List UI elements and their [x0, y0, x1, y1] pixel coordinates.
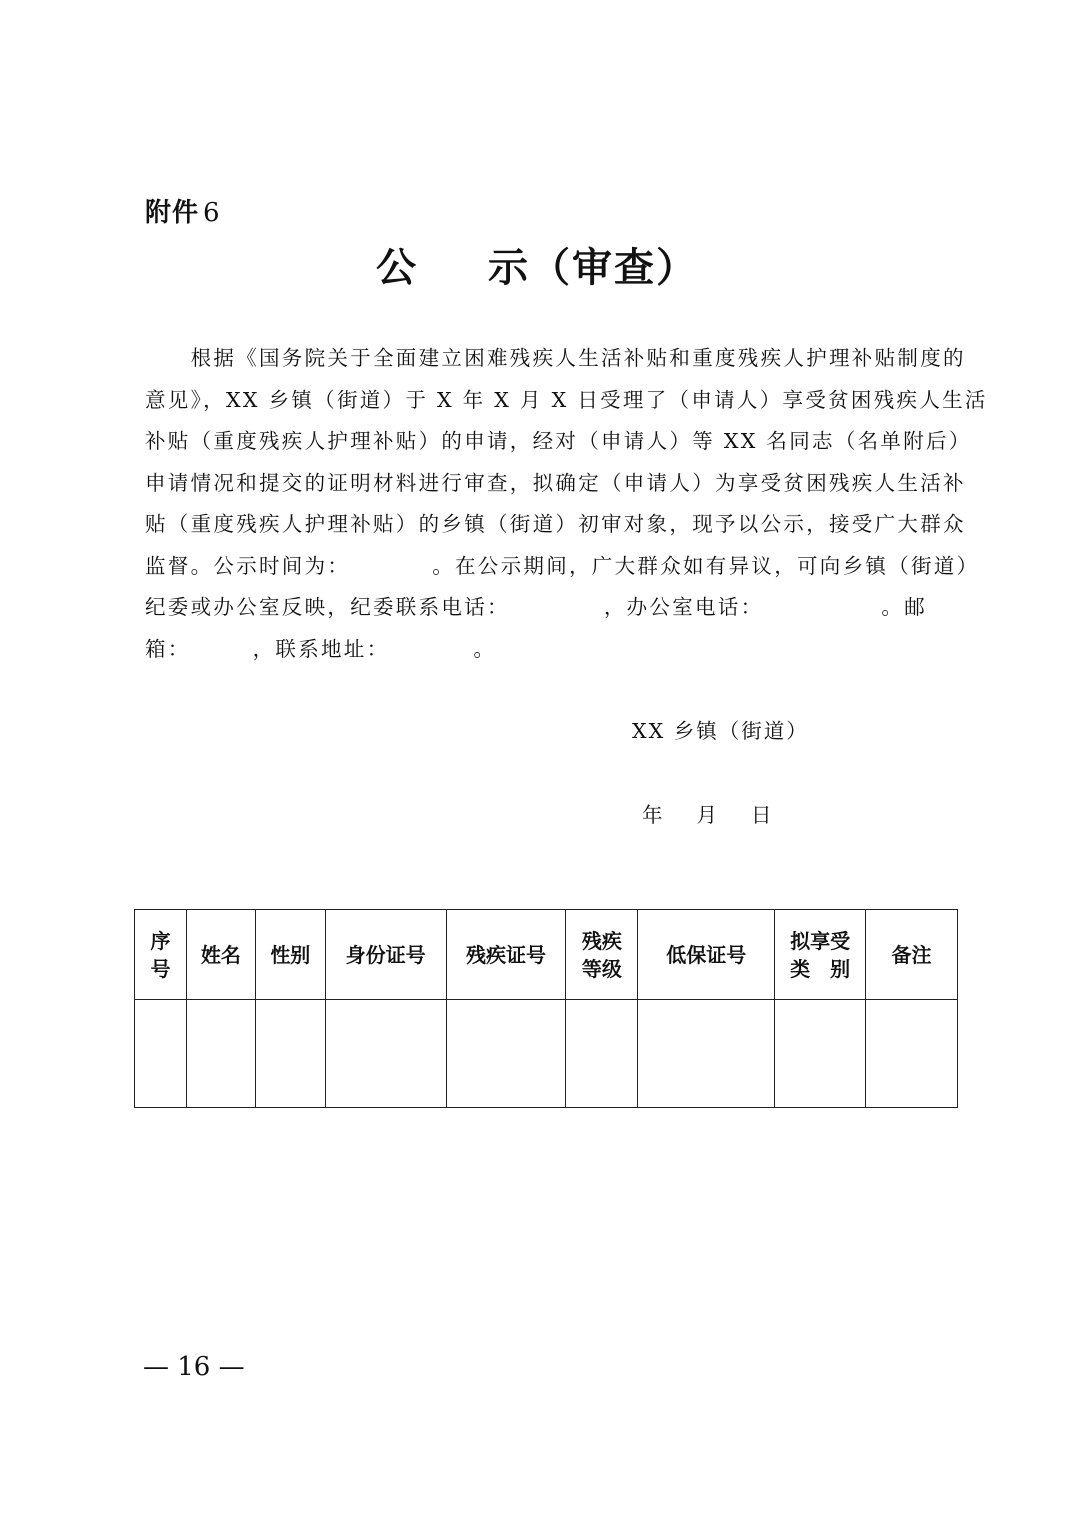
header-disability-grade: 残疾 等级: [566, 910, 638, 1000]
office-phone-label: ，办公室电话：: [603, 595, 764, 619]
notice-body: [145, 338, 988, 670]
table-cell: [566, 1000, 638, 1108]
discipline-phone-label: 纪委或办公室反映，纪委联系电话：: [145, 595, 510, 619]
table-row: [135, 1000, 958, 1108]
address-label: ，联系地址：: [252, 636, 390, 661]
body-line-8: [145, 629, 945, 671]
date-month: 月: [696, 803, 717, 827]
attachment-number: 6: [203, 198, 221, 228]
header-subsidy-cert: 低保证号: [638, 910, 775, 1000]
body-line-7: [145, 587, 945, 629]
page-title: [0, 236, 1074, 293]
date-year: 年: [642, 803, 663, 827]
publicity-period-label: 监督。公示时间为：: [145, 553, 351, 578]
attachment-text: 附件: [145, 198, 200, 228]
title-part-1: 公: [376, 245, 418, 291]
signature: XX 乡镇（街道）: [632, 719, 809, 743]
objection-text: 。在公示期间，广大群众如有异议，可向乡镇（街道）: [432, 553, 980, 578]
applicant-table: [134, 909, 958, 1108]
body-line-5: 贴（重度残疾人护理补贴）的乡镇（街道）初审对象，现予以公示，接受广大群众: [145, 512, 966, 536]
table-cell: [446, 1000, 566, 1108]
table-cell: [638, 1000, 775, 1108]
page-number: — 16 —: [143, 1352, 245, 1382]
table-cell: [866, 1000, 958, 1108]
table-cell: [775, 1000, 866, 1108]
date-line: [642, 798, 772, 828]
address-end: 。: [473, 636, 497, 661]
table-cell: [186, 1000, 255, 1108]
header-name: 姓名: [186, 910, 255, 1000]
date-day: 日: [751, 803, 772, 827]
title-part-2: 示（审查）: [488, 245, 698, 291]
attachment-label: [145, 192, 221, 229]
header-id-number: 身份证号: [325, 910, 446, 1000]
table-cell: [135, 1000, 187, 1108]
table-cell: [325, 1000, 446, 1108]
header-remarks: 备注: [866, 910, 958, 1000]
email-label: 箱：: [145, 636, 191, 661]
table-cell: [255, 1000, 325, 1108]
body-line-3: 补贴（重度残疾人护理补贴）的申请，经对（申请人）等 XX 名同志（名单附后）: [145, 429, 972, 453]
body-line-4: 申请情况和提交的证明材料进行审查，拟确定（申请人）为享受贫困残疾人生活补: [145, 470, 966, 495]
header-serial: 序 号: [135, 910, 187, 1000]
body-line-2: 意见》，XX 乡镇（街道）于 X 年 X 月 X 日受理了（申请人）享受贫困残疾人生活: [145, 387, 988, 412]
body-line-1: 根据《国务院关于全面建立困难残疾人生活补贴和重度残疾人护理补贴制度的: [145, 346, 966, 370]
header-disability-cert: 残疾证号: [446, 910, 566, 1000]
body-line-6: [145, 546, 980, 588]
email-prefix: 。邮: [881, 595, 928, 619]
table-header-row: [135, 910, 958, 1000]
header-gender: 性别: [255, 910, 325, 1000]
header-benefit-type: 拟享受 类 别: [775, 910, 866, 1000]
